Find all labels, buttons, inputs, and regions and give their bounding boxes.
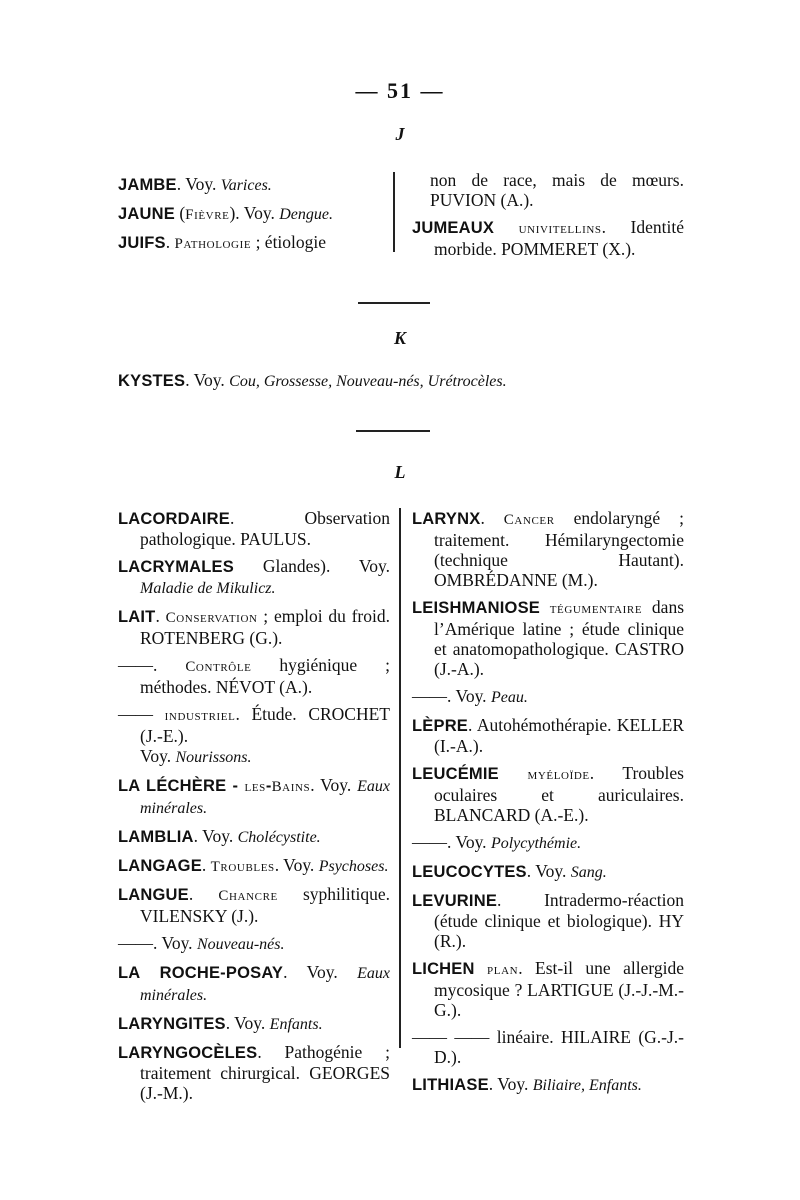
section-j-right-column bbox=[412, 170, 684, 266]
entry-langue-voy: ——. Voy. Nouveau-nés. bbox=[118, 933, 285, 953]
entry-lait-voy: Voy. Nourissons. bbox=[140, 746, 252, 766]
entry-lichen-lineaire: —— —— linéaire. HILAIRE (G.-J.-D.). bbox=[412, 1027, 684, 1067]
entry-la-roche-posay: LA ROCHE-POSAY. Voy. Eaux minérales. bbox=[118, 962, 390, 1004]
entry-leucemie-voy: ——. Voy. Polycythémie. bbox=[412, 832, 582, 852]
entry-lait-industriel: —— industriel. Étude. CROCHET (J.-E.). bbox=[118, 704, 390, 746]
entry-lait: LAIT. Conservation ; emploi du froid. ROTENBERG (G.). bbox=[118, 606, 391, 648]
entry-lacordaire: LACORDAIRE. Observation pathologique. PAULUS. bbox=[118, 508, 390, 549]
entry-larynx: LARYNX. Cancer endolaryngé ; traitement. Hémilaryngectomie (technique Hautant). OMBRÉDANNE (M.). bbox=[412, 508, 684, 590]
entry-jambe: JAMBE. Voy. Varices. bbox=[118, 174, 272, 194]
entry-laryngites: LARYNGITES. Voy. Enfants. bbox=[118, 1013, 323, 1033]
section-letter-j: J bbox=[395, 124, 405, 144]
entry-juifs-continued: non de race, mais de mœurs. PUVION (A.). bbox=[430, 170, 684, 210]
page-number: — 51 — bbox=[355, 78, 445, 103]
section-divider-rule-2 bbox=[356, 430, 430, 432]
section-letter-k: K bbox=[393, 328, 406, 348]
entry-kystes: KYSTES. Voy. Cou, Grossesse, Nouveau-nés, Urétrocèles. bbox=[118, 370, 507, 390]
entry-lacrymales: LACRYMALES Glandes). Voy. Maladie de Mikulicz. bbox=[118, 556, 390, 597]
column-divider-j bbox=[393, 172, 395, 252]
entry-la-lechere: LA LÉCHÈRE - les-Bains. Voy. Eaux minérales. bbox=[118, 775, 390, 817]
entry-juifs: JUIFS. Pathologie ; étiologie bbox=[118, 232, 327, 252]
column-divider-l bbox=[399, 508, 401, 1048]
section-l-left-column bbox=[118, 508, 390, 1110]
section-l-right-column bbox=[412, 508, 684, 1103]
entry-leucocytes: LEUCOCYTES. Voy. Sang. bbox=[412, 861, 607, 881]
entry-laryngoceles: LARYNGOCÈLES. Pathogénie ; traitement chirurgical. GEORGES (J.-M.). bbox=[118, 1042, 390, 1103]
entry-langage: LANGAGE. Troubles. Voy. Psychoses. bbox=[118, 855, 389, 875]
entry-lepre: LÈPRE. Autohémothérapie. KELLER (I.-A.). bbox=[412, 715, 684, 756]
section-divider-rule-1 bbox=[358, 302, 430, 304]
section-letter-l: L bbox=[394, 462, 406, 482]
entry-lait-controle: ——. Contrôle hygiénique ; méthodes. NÉVOT (A.). bbox=[118, 655, 390, 697]
entry-leucemie: LEUCÉMIE myéloïde. Troubles oculaires et auriculaires. BLANCARD (A.-E.). bbox=[412, 763, 684, 825]
entry-leishmaniose: LEISHMANIOSE tégumentaire dans l’Amérique latine ; étude clinique et anatomopathologique. CASTRO (J.-A.). bbox=[412, 597, 684, 679]
entry-lithiase: LITHIASE. Voy. Biliaire, Enfants. bbox=[412, 1074, 642, 1094]
entry-langue: LANGUE. Chancre syphilitique. VILENSKY (J.). bbox=[118, 884, 391, 926]
entry-levurine: LEVURINE. Intradermo-réaction (étude clinique et biologique). HY (R.). bbox=[412, 890, 684, 951]
entry-jumeaux: JUMEAUX univitellins. Identité morbide. POMMERET (X.). bbox=[412, 217, 685, 259]
section-j-left-column bbox=[118, 174, 380, 261]
entry-lichen: LICHEN plan. Est-il une allergide mycosique ? LARTIGUE (J.-J.-M.-G.). bbox=[412, 958, 684, 1020]
entry-leishmaniose-voy: ——. Voy. Peau. bbox=[412, 686, 528, 706]
entry-lamblia: LAMBLIA. Voy. Cholécystite. bbox=[118, 826, 321, 846]
entry-jaune: JAUNE (Fièvre). Voy. Dengue. bbox=[118, 203, 333, 223]
